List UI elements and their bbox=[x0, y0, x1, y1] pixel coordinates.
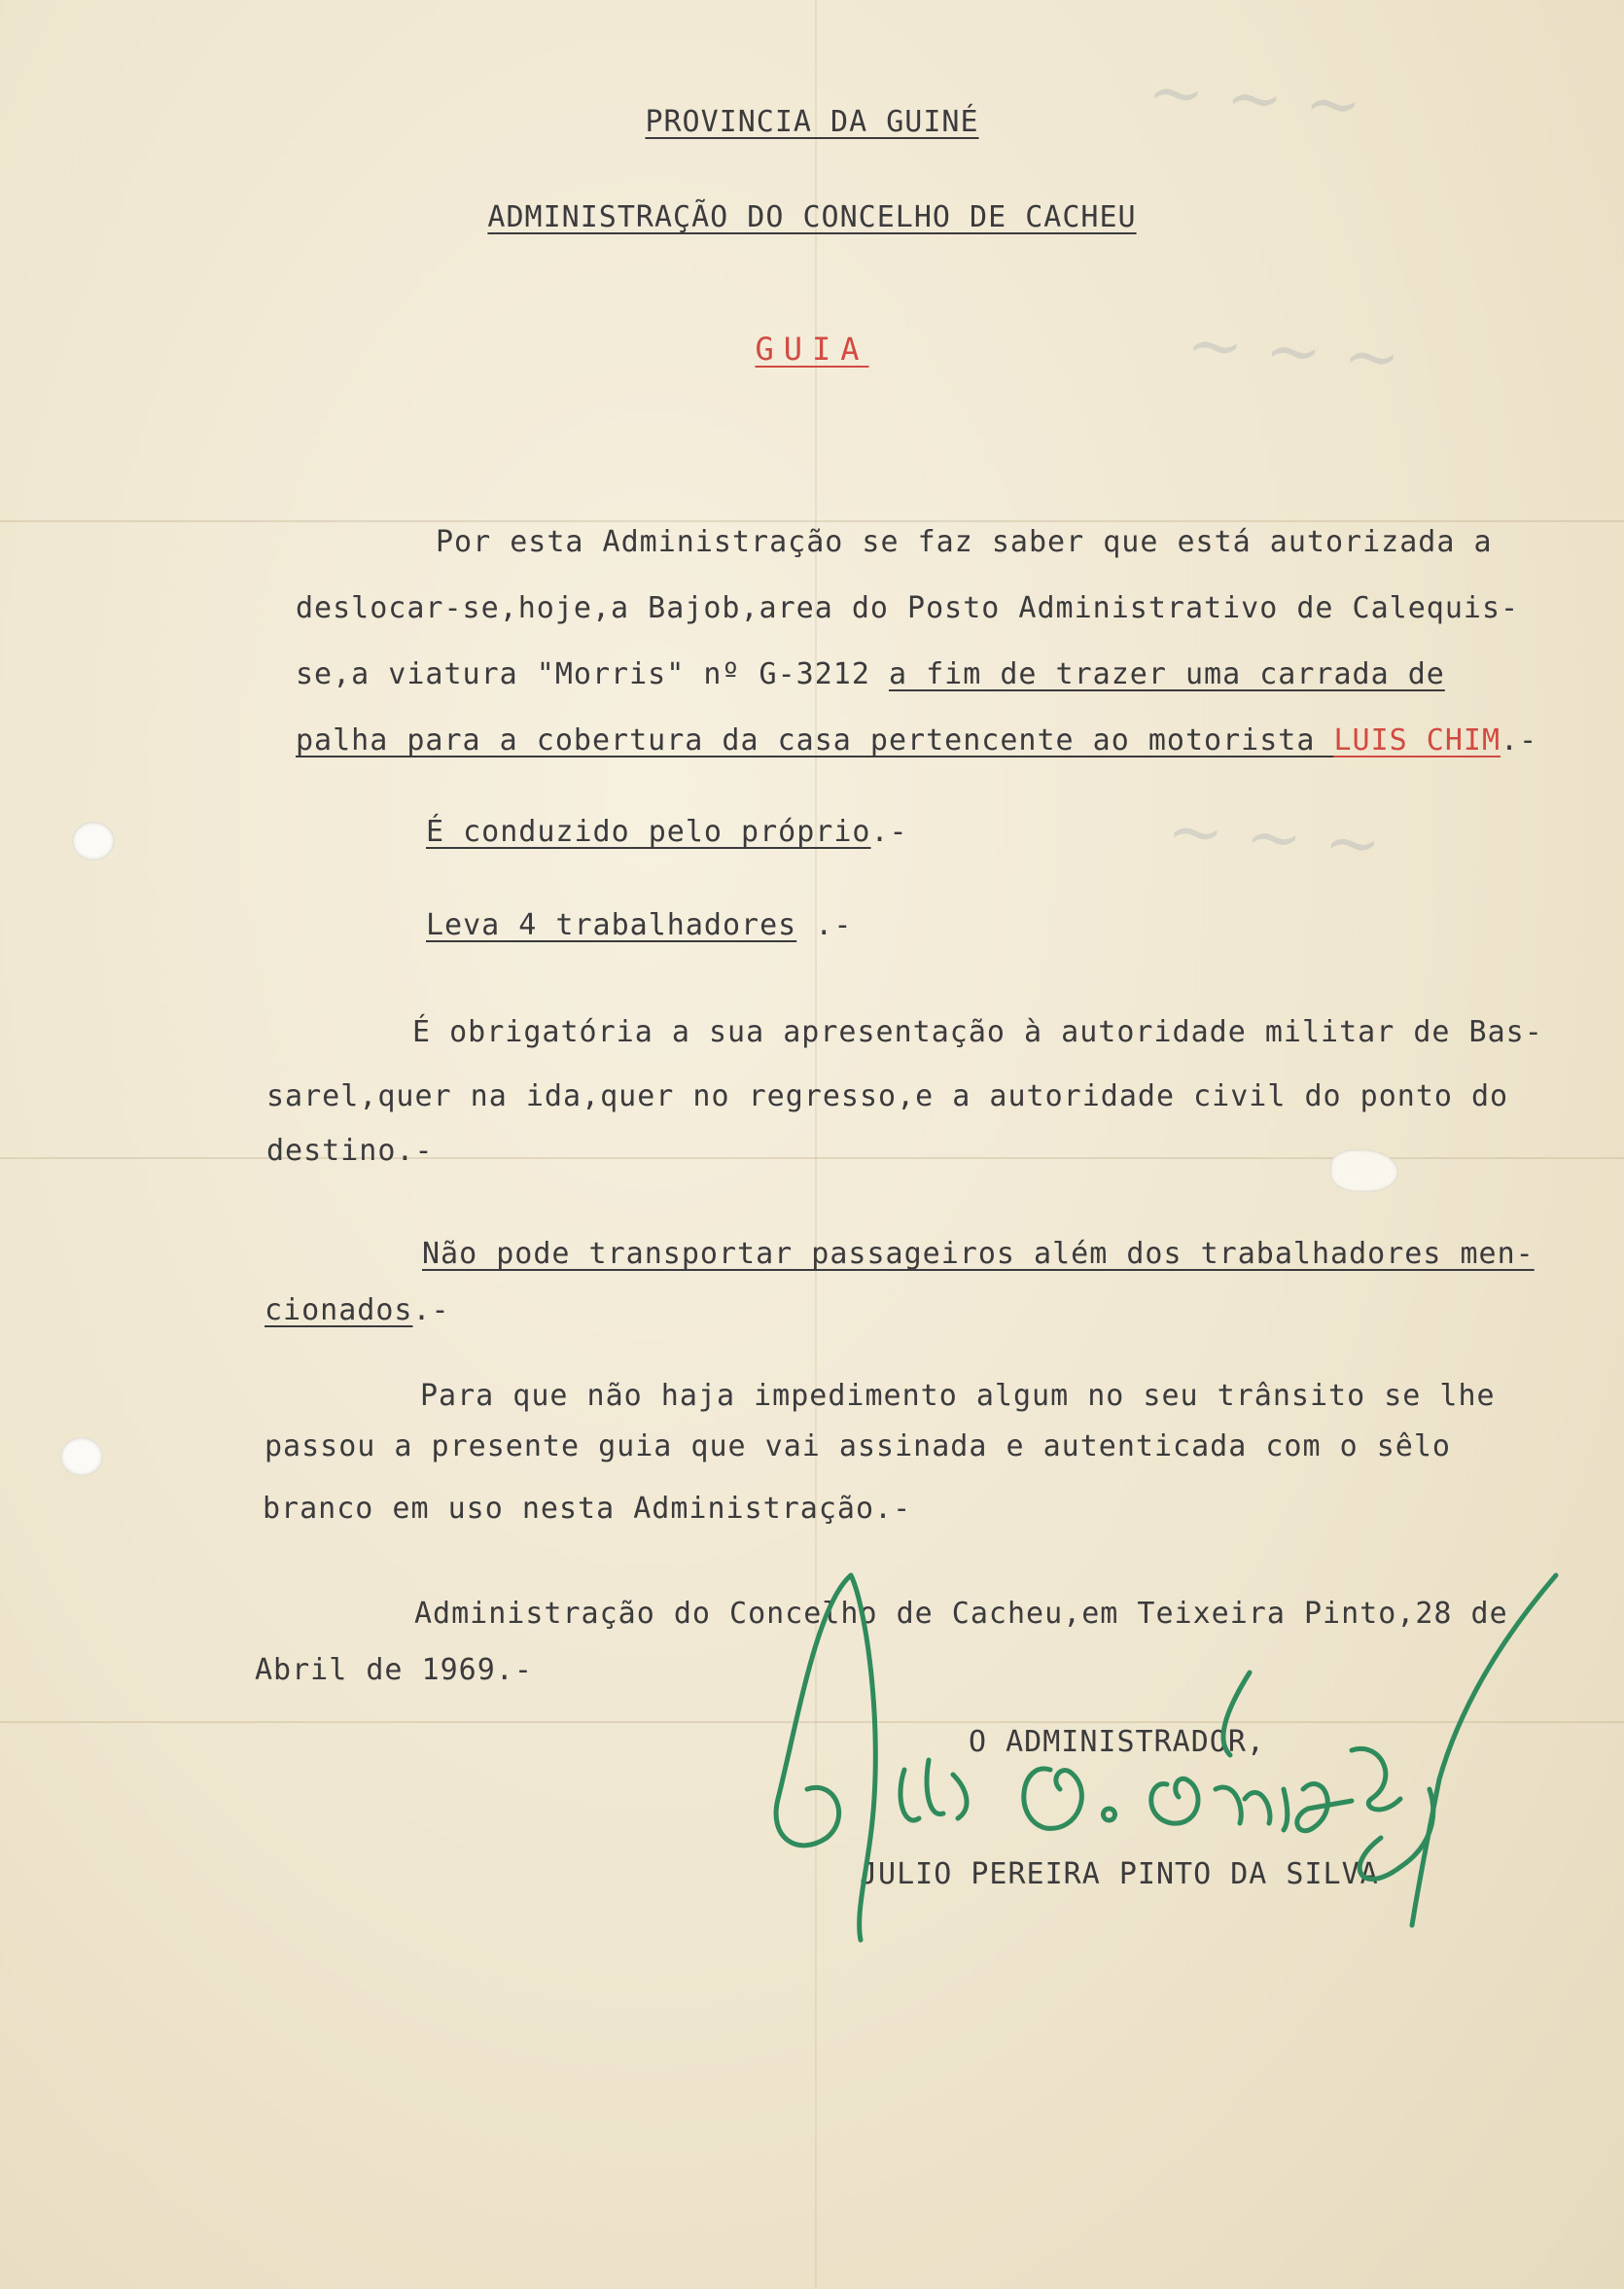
driver-name: LUIS CHIM bbox=[1333, 723, 1501, 757]
paragraph-line: branco em uso nesta Administração.- bbox=[263, 1492, 912, 1526]
punctuation: .- bbox=[412, 1293, 450, 1327]
restriction-text: cionados bbox=[265, 1293, 413, 1327]
paragraph-line: Por esta Administração se faz saber que está autorizada a bbox=[436, 525, 1493, 559]
purpose-text: a fim de trazer uma carrada de bbox=[888, 657, 1445, 691]
paragraph-line: deslocar-se,hoje,a Bajob,area do Posto Administrativo de Calequis- bbox=[296, 591, 1520, 625]
document-title: GUIA bbox=[755, 331, 869, 368]
paper-fold bbox=[0, 520, 1624, 522]
paper-tear bbox=[1330, 1149, 1398, 1192]
paragraph-line: Para que não haja impedimento algum no seu trânsito se lhe bbox=[420, 1379, 1496, 1413]
pencil-annotation: ~ ~ ~ bbox=[1164, 790, 1385, 885]
closing-line: Abril de 1969.- bbox=[255, 1653, 533, 1687]
vehicle-text: se,a viatura "Morris" nº G-3212 bbox=[296, 657, 889, 691]
pencil-annotation: ~ ~ ~ bbox=[1145, 51, 1365, 146]
paragraph-line bbox=[296, 657, 1445, 692]
paragraph-line bbox=[426, 908, 852, 943]
closing-line: Administração do Concelho de Cacheu,em Teixeira Pinto,28 de bbox=[414, 1597, 1508, 1631]
signatory-name: JULIO PEREIRA PINTO DA SILVA bbox=[860, 1857, 1379, 1891]
punch-hole bbox=[72, 822, 115, 861]
header-province: PROVINCIA DA GUINÉ bbox=[645, 105, 979, 139]
paragraph-line bbox=[426, 815, 908, 850]
paragraph-line: sarel,quer na ida,quer no regresso,e a autoridade civil do ponto do bbox=[266, 1079, 1509, 1113]
paragraph-line: É obrigatória a sua apresentação à autoridade militar de Bas- bbox=[412, 1015, 1543, 1049]
signature-role: O ADMINISTRADOR, bbox=[969, 1725, 1265, 1759]
pencil-annotation: ~ ~ ~ bbox=[1183, 303, 1404, 399]
header-administration: ADMINISTRAÇÃO DO CONCELHO DE CACHEU bbox=[487, 200, 1137, 234]
handwritten-signature bbox=[759, 1546, 1575, 1954]
workers-statement: Leva 4 trabalhadores bbox=[426, 908, 797, 942]
paragraph-line bbox=[296, 723, 1537, 758]
paragraph-line: passou a presente guia que vai assinada e autenticada com o sêlo bbox=[265, 1429, 1451, 1463]
purpose-text: palha para a cobertura da casa pertencente ao motorista bbox=[296, 723, 1334, 757]
paragraph-line: Não pode transportar passageiros além dos trabalhadores men- bbox=[422, 1237, 1535, 1271]
punctuation: .- bbox=[1500, 723, 1538, 757]
paragraph-line: destino.- bbox=[266, 1134, 434, 1168]
driver-statement: É conduzido pelo próprio bbox=[426, 815, 871, 849]
punctuation: .- bbox=[796, 908, 853, 942]
punch-hole bbox=[60, 1437, 103, 1476]
paragraph-line bbox=[265, 1293, 450, 1328]
punctuation: .- bbox=[870, 815, 908, 849]
